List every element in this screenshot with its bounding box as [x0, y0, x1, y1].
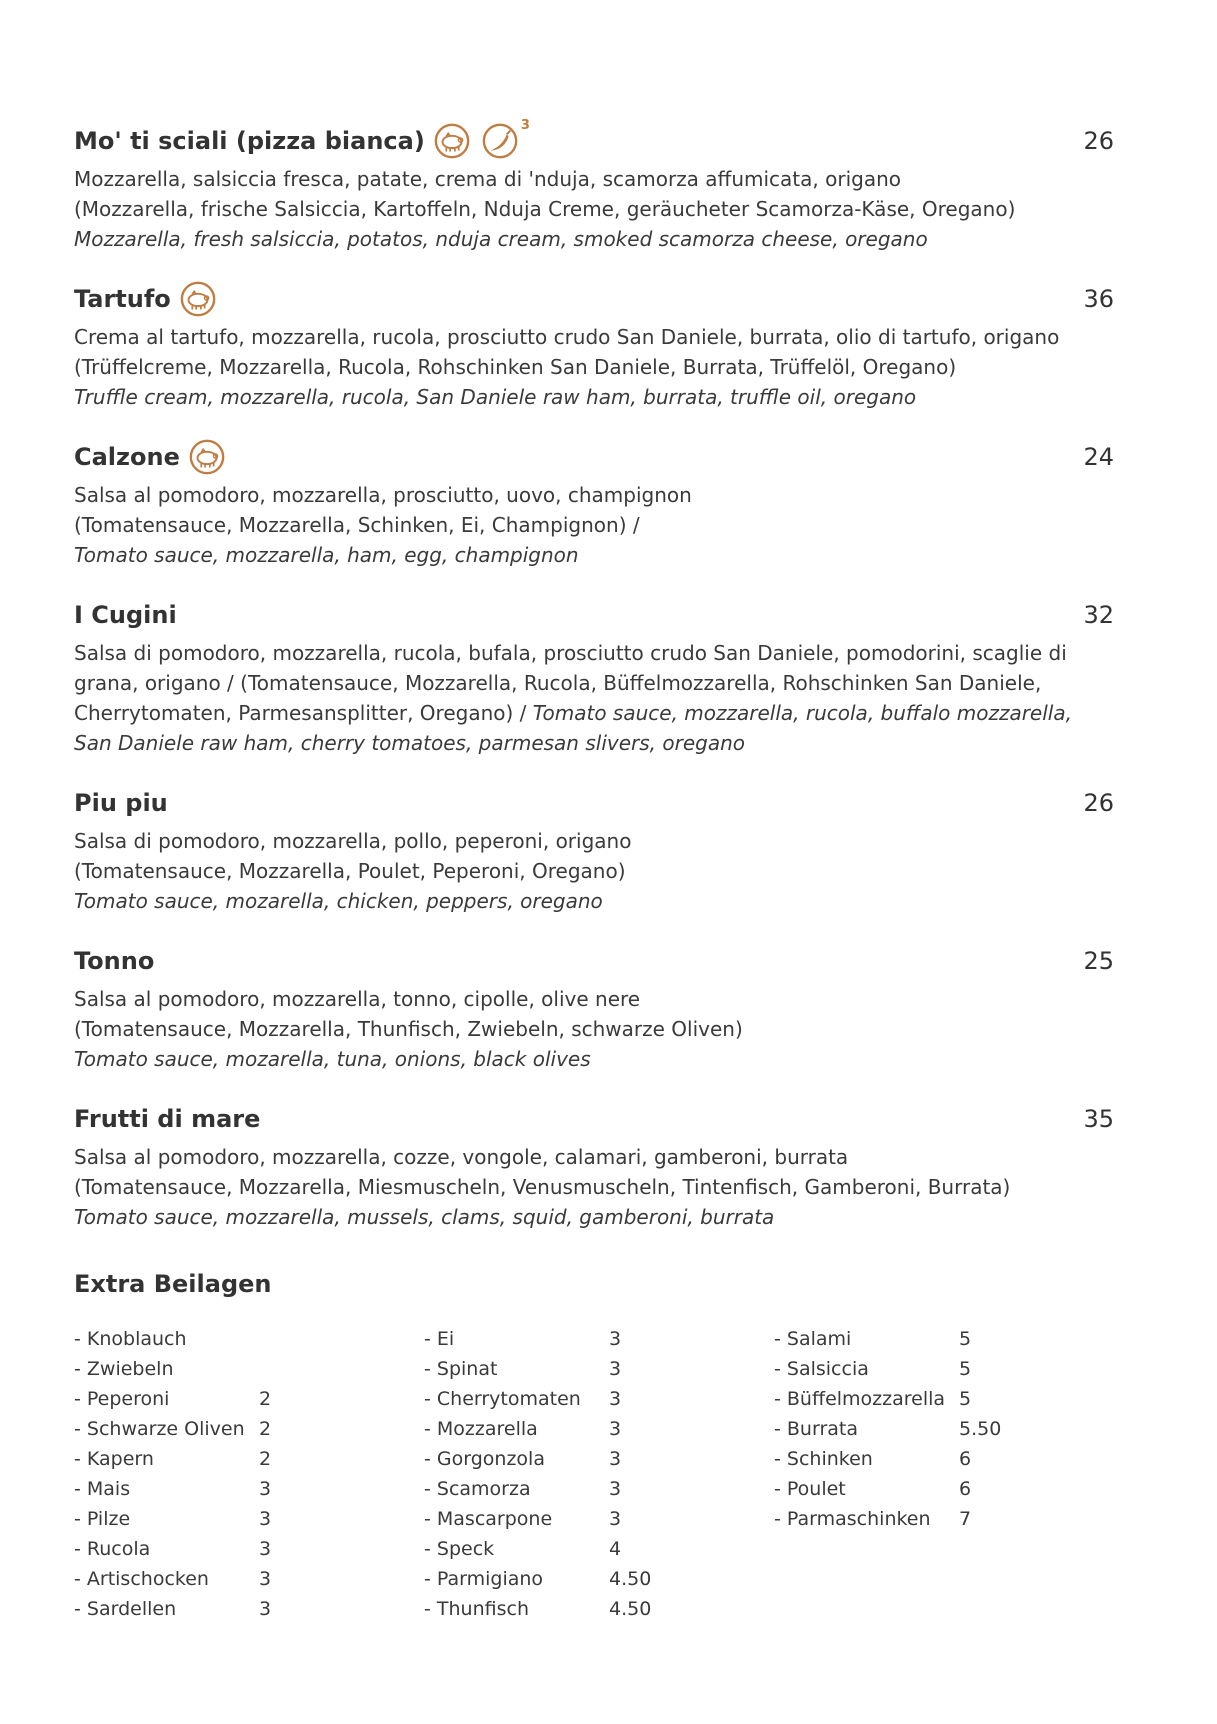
extra-price: 5 [959, 1388, 972, 1410]
menu-item [74, 118, 1114, 254]
diet-icons [188, 438, 236, 476]
description-english: Tomato sauce, mozzarella, rucola, buffalo mozzarella, San Daniele raw ham, cherry tomatoes, parmesan slivers, oregano [74, 701, 1072, 755]
extra-price: 3 [609, 1388, 622, 1410]
extra-row [74, 1354, 424, 1384]
extra-name: - Rucola [74, 1538, 151, 1560]
extra-row [774, 1324, 1124, 1354]
menu-item [74, 276, 1114, 412]
menu-item-header [74, 276, 1114, 322]
menu-item [74, 592, 1114, 758]
menu-item [74, 434, 1114, 570]
menu-item-header [74, 938, 1114, 984]
extra-row [74, 1594, 424, 1624]
menu-item-price: 26 [1083, 789, 1114, 817]
description-italian: Salsa di pomodoro, mozzarella, pollo, peperoni, origano [74, 829, 632, 853]
menu-item-header [74, 118, 1114, 164]
extra-price: 3 [259, 1478, 272, 1500]
extra-row [774, 1504, 1124, 1534]
extra-name: - Büffelmozzarella [774, 1388, 946, 1410]
extra-price: 3 [609, 1478, 622, 1500]
extra-row [424, 1354, 774, 1384]
menu-item-name: Mo' ti sciali (pizza bianca) [74, 127, 425, 155]
menu-item-price: 36 [1083, 285, 1114, 313]
pig-icon [179, 280, 217, 318]
extra-row [424, 1474, 774, 1504]
extra-name: - Burrata [774, 1418, 858, 1440]
extra-row [424, 1534, 774, 1564]
menu-item-name: Tartufo [74, 285, 171, 313]
extra-name: - Pilze [74, 1508, 131, 1530]
extra-price: 4.50 [609, 1598, 652, 1620]
extra-price: 2 [259, 1448, 272, 1470]
extra-price: 3 [609, 1418, 622, 1440]
extra-row [774, 1354, 1124, 1384]
description-english: Tomato sauce, mozzarella, ham, egg, champignon [74, 543, 579, 567]
extras-columns [74, 1324, 1134, 1624]
extra-row [74, 1414, 424, 1444]
menu-item-name: Piu piu [74, 789, 168, 817]
description-german: (Tomatensauce, Mozzarella, Thunfisch, Zwiebeln, schwarze Oliven) [74, 1017, 743, 1041]
extra-row [424, 1594, 774, 1624]
extra-name: - Salsiccia [774, 1358, 869, 1380]
extra-row [74, 1444, 424, 1474]
menu-item-header [74, 592, 1114, 638]
menu-item-name: I Cugini [74, 601, 177, 629]
menu-item [74, 938, 1114, 1074]
description-german: (Tomatensauce, Mozzarella, Schinken, Ei, Champignon) / [74, 513, 640, 537]
extra-price: 5 [959, 1358, 972, 1380]
extra-price: 4 [609, 1538, 622, 1560]
extra-price: 2 [259, 1388, 272, 1410]
extra-price: 6 [959, 1448, 972, 1470]
description-english: Tomato sauce, mozarella, tuna, onions, black olives [74, 1047, 591, 1071]
extra-name: - Scamorza [424, 1478, 531, 1500]
extra-price: 7 [959, 1508, 972, 1530]
extras-title: Extra Beilagen [74, 1270, 272, 1298]
description-italian: Salsa al pomodoro, mozzarella, cozze, vongole, calamari, gamberoni, burrata [74, 1145, 849, 1169]
extra-name: - Salami [774, 1328, 852, 1350]
menu-items [74, 118, 1114, 1254]
extra-name: - Poulet [774, 1478, 846, 1500]
extra-name: - Mozzarella [424, 1418, 538, 1440]
extra-name: - Kapern [74, 1448, 154, 1470]
extra-price: 3 [609, 1328, 622, 1350]
menu-item-name: Frutti di mare [74, 1105, 261, 1133]
menu-item-name: Calzone [74, 443, 180, 471]
extra-name: - Mais [74, 1478, 131, 1500]
extras-column [774, 1324, 1124, 1624]
description-english: Tomato sauce, mozarella, chicken, peppers, oregano [74, 889, 603, 913]
pig-icon [188, 438, 226, 476]
extra-name: - Parmaschinken [774, 1508, 931, 1530]
description-english: Tomato sauce, mozzarella, mussels, clams, squid, gamberoni, burrata [74, 1205, 775, 1229]
extra-row [774, 1414, 1124, 1444]
extra-price: 3 [609, 1508, 622, 1530]
menu-item-header [74, 434, 1114, 480]
menu-item [74, 780, 1114, 916]
description-german: (Trüffelcreme, Mozzarella, Rucola, Rohschinken San Daniele, Burrata, Trüffelöl, Oregano) [74, 355, 957, 379]
extra-name: - Thunfisch [424, 1598, 529, 1620]
extra-row [424, 1324, 774, 1354]
menu-item-price: 24 [1083, 443, 1114, 471]
menu-item-price: 32 [1083, 601, 1114, 629]
extra-name: - Schinken [774, 1448, 873, 1470]
extra-name: - Schwarze Oliven [74, 1418, 245, 1440]
extras-column [424, 1324, 774, 1624]
extra-price: 3 [259, 1538, 272, 1560]
extra-price: 6 [959, 1478, 972, 1500]
menu-item-header [74, 780, 1114, 826]
description-italian: Salsa al pomodoro, mozzarella, prosciutto, uovo, champignon [74, 483, 692, 507]
extra-name: - Ei [424, 1328, 455, 1350]
description-english: Mozzarella, fresh salsiccia, potatos, nduja cream, smoked scamorza cheese, oregano [74, 227, 928, 251]
extra-row [424, 1444, 774, 1474]
extras-column [74, 1324, 424, 1624]
extra-price: 4.50 [609, 1568, 652, 1590]
chili-icon [481, 122, 519, 160]
extra-name: - Speck [424, 1538, 495, 1560]
extra-price: 3 [609, 1448, 622, 1470]
extra-name: - Spinat [424, 1358, 498, 1380]
extra-row [74, 1324, 424, 1354]
extra-row [74, 1534, 424, 1564]
extra-price: 2 [259, 1418, 272, 1440]
extra-row [774, 1474, 1124, 1504]
extra-row [74, 1564, 424, 1594]
extra-price: 3 [259, 1598, 272, 1620]
diet-icons [179, 280, 227, 318]
menu-item-price: 26 [1083, 127, 1114, 155]
extra-price: 5 [959, 1328, 972, 1350]
description-english: Truffle cream, mozzarella, rucola, San Daniele raw ham, burrata, truffle oil, oregano [74, 385, 917, 409]
extra-row [774, 1384, 1124, 1414]
diet-icons [433, 118, 530, 160]
extra-name: - Sardellen [74, 1598, 177, 1620]
extra-row [424, 1564, 774, 1594]
extra-name: - Zwiebeln [74, 1358, 174, 1380]
extra-row [74, 1474, 424, 1504]
menu-item-name: Tonno [74, 947, 155, 975]
extra-name: - Cherrytomaten [424, 1388, 581, 1410]
description-paragraph [74, 638, 1074, 758]
description-italian: Crema al tartufo, mozzarella, rucola, prosciutto crudo San Daniele, burrata, olio di tartufo, origano [74, 325, 1060, 349]
menu-item-price: 25 [1083, 947, 1114, 975]
extra-price: 5.50 [959, 1418, 1002, 1440]
description-italian: Mozzarella, salsiccia fresca, patate, crema di 'nduja, scamorza affumicata, origano [74, 167, 901, 191]
extras-section [74, 1270, 1134, 1624]
extra-name: - Mascarpone [424, 1508, 553, 1530]
menu-item-price: 35 [1083, 1105, 1114, 1133]
description-german: (Tomatensauce, Mozzarella, Miesmuscheln, Venusmuscheln, Tintenfisch, Gamberoni, Burrata) [74, 1175, 1011, 1199]
extra-price: 3 [259, 1508, 272, 1530]
description-italian: Salsa al pomodoro, mozzarella, tonno, cipolle, olive nere [74, 987, 641, 1011]
description-german: (Tomatensauce, Mozzarella, Poulet, Peperoni, Oregano) [74, 859, 626, 883]
extra-name: - Peperoni [74, 1388, 170, 1410]
extra-row [74, 1384, 424, 1414]
extra-row [424, 1504, 774, 1534]
extra-price: 3 [259, 1568, 272, 1590]
menu-item-header [74, 1096, 1114, 1142]
extra-row [424, 1384, 774, 1414]
spice-level: 3 [520, 118, 530, 133]
description-regular: Salsa di pomodoro, mozzarella, rucola, bufala, prosciutto crudo San Daniele, pomodorini, scaglie di grana, origano / (Tomatensauce, Mozzarella, Rucola, Büffelmozzarella, Rohschinken San Daniele, Cherrytomaten, Parmesansplitter, Oregano) / [74, 641, 1067, 725]
extra-name: - Artischocken [74, 1568, 209, 1590]
extra-row [774, 1444, 1124, 1474]
extra-price: 3 [609, 1358, 622, 1380]
extra-name: - Knoblauch [74, 1328, 187, 1350]
extra-name: - Gorgonzola [424, 1448, 545, 1470]
extra-row [74, 1504, 424, 1534]
description-german: (Mozzarella, frische Salsiccia, Kartoffeln, Nduja Creme, geräucheter Scamorza-Käse, Oregano) [74, 197, 1016, 221]
extra-row [424, 1414, 774, 1444]
menu-item [74, 1096, 1114, 1232]
extra-name: - Parmigiano [424, 1568, 544, 1590]
pig-icon [433, 122, 471, 160]
